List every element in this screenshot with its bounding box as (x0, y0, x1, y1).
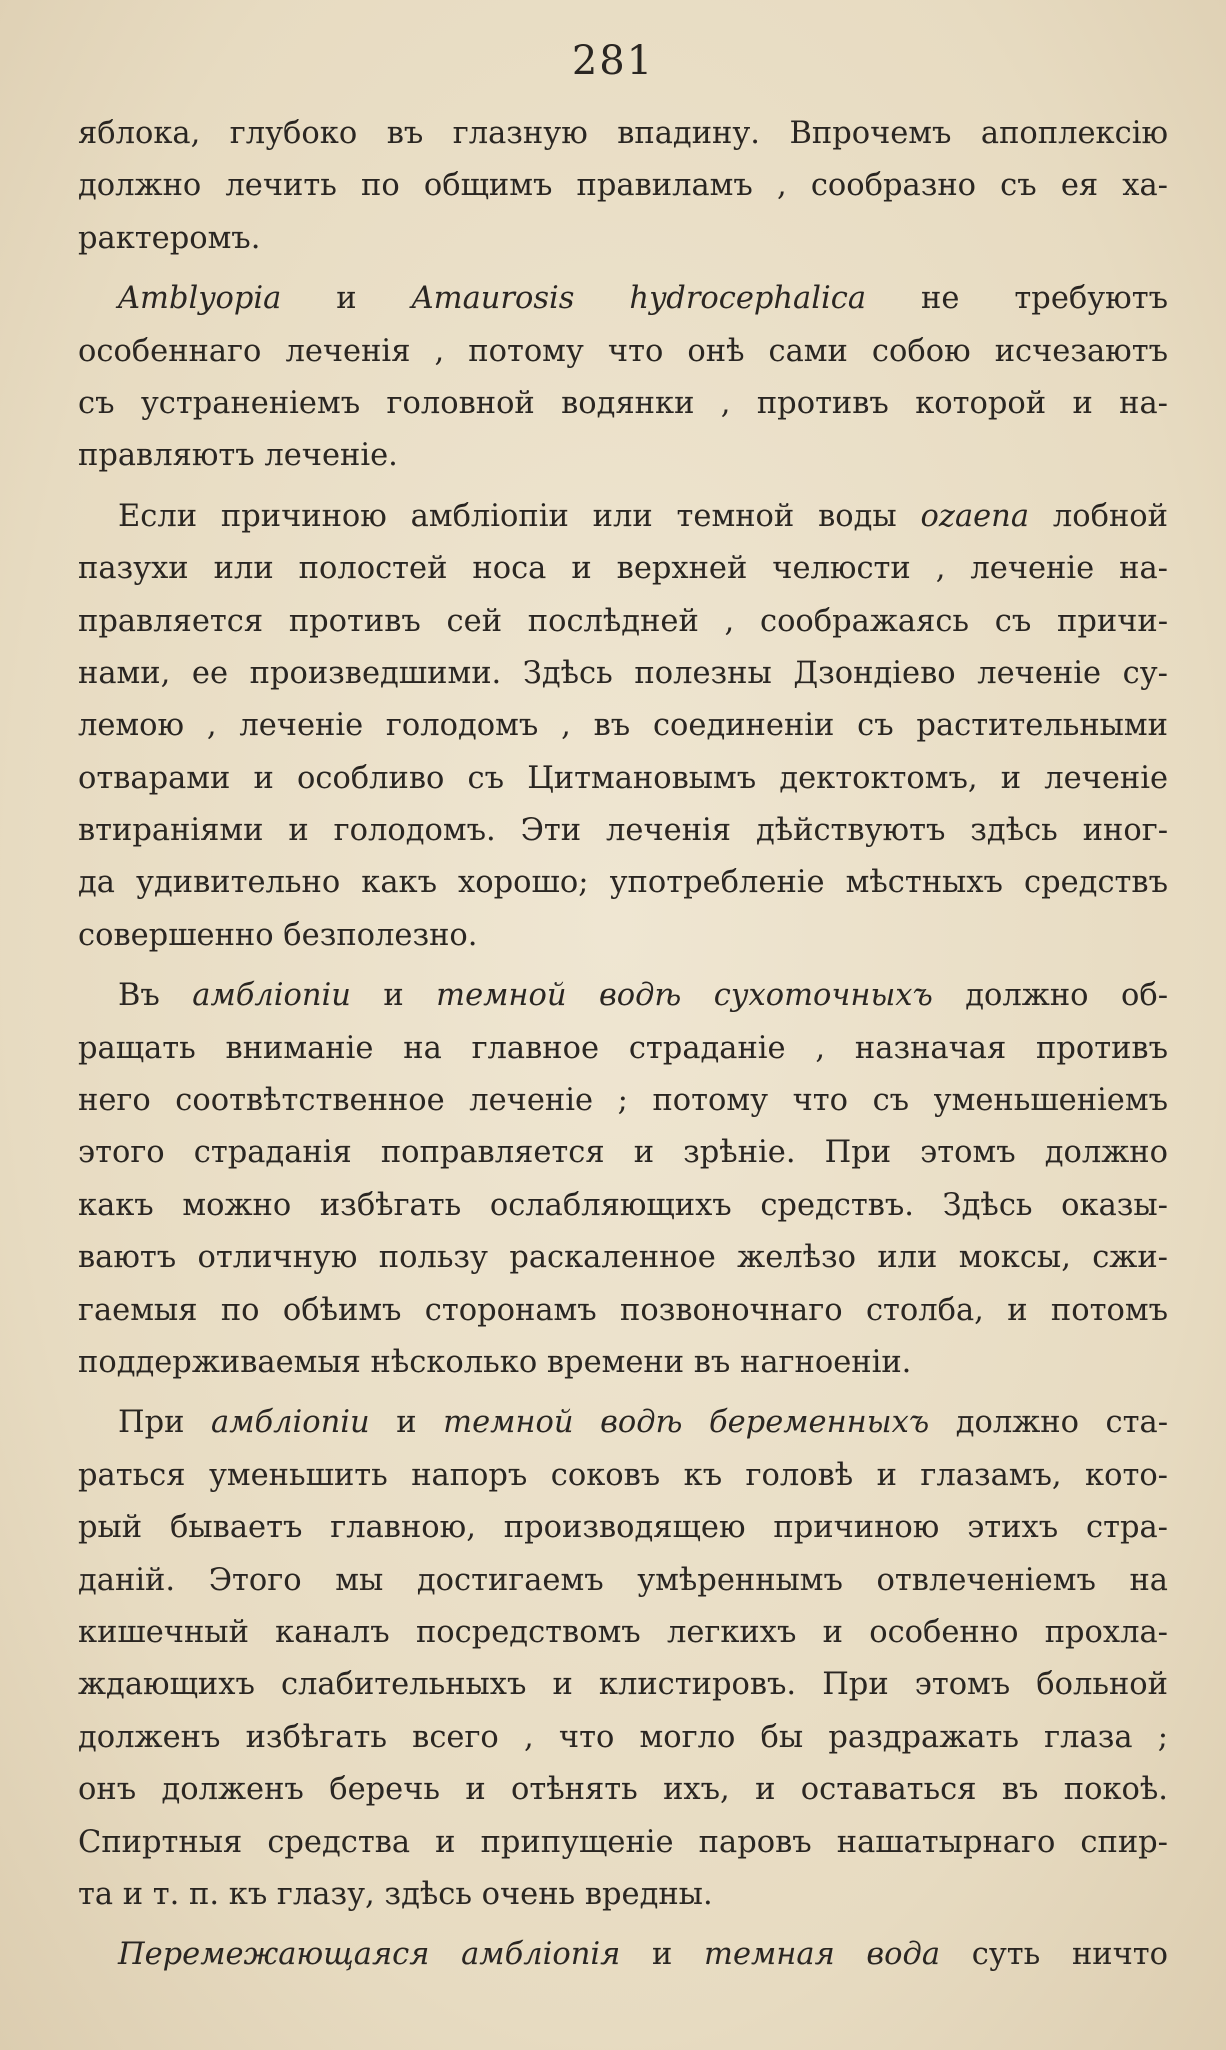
text-line (78, 1502, 1168, 1554)
text-line (78, 805, 1168, 857)
text-line (78, 910, 1168, 962)
text-line (78, 1023, 1168, 1075)
text-run: долженъ избѣгать всего , что могло бы раздражать глаза ; (78, 1719, 1168, 1755)
text-line (78, 1285, 1168, 1337)
paragraph-gap (78, 483, 1168, 491)
paragraph-gap (78, 265, 1168, 273)
text-run: лобной (1029, 498, 1168, 534)
italic-term: Amblyopia (118, 281, 282, 317)
text-line (78, 1555, 1168, 1607)
text-line (78, 700, 1168, 752)
text-run: должно ста- (929, 1405, 1169, 1441)
text-run: пазухи или полостей носа и верхней челюсти , леченіе на- (78, 551, 1168, 587)
text-run: рактеромъ. (78, 220, 261, 256)
text-run: втираніями и голодомъ. Эти леченія дѣйствуютъ здѣсь иног- (78, 813, 1168, 849)
italic-term: темной водѣ беременныхъ (443, 1405, 930, 1441)
text-line (78, 543, 1168, 595)
italic-term: темная вода (704, 1937, 941, 1973)
text-line (78, 1869, 1168, 1921)
text-line (78, 1337, 1168, 1389)
text-line (78, 1764, 1168, 1816)
paragraph-gap (78, 1921, 1168, 1929)
text-run: даній. Этого мы достигаемъ умѣреннымъ отвлеченіемъ на (78, 1562, 1168, 1598)
text-line (78, 648, 1168, 700)
text-run: правляютъ леченіе. (78, 438, 398, 474)
text-line (78, 1075, 1168, 1127)
text-run: и (369, 1405, 444, 1441)
text-line (78, 430, 1168, 482)
text-run: яблока, глубоко въ глазную впадину. Впрочемъ апоплексію (78, 116, 1168, 151)
text-run: и (350, 978, 437, 1014)
text-run: отварами и особливо съ Цитмановымъ дектоктомъ, и леченіе (78, 760, 1168, 796)
text-line (78, 596, 1168, 648)
text-line (78, 1712, 1168, 1764)
paragraph-gap (78, 962, 1168, 970)
text-run: ращать вниманіе на главное страданіе , назначая противъ (78, 1030, 1168, 1066)
text-run: и (281, 281, 412, 317)
text-run: раться уменьшить напоръ соковъ къ головѣ и глазамъ, кото- (78, 1457, 1168, 1493)
text-run: не требуютъ (866, 281, 1169, 317)
text-line (78, 491, 1168, 543)
text-run: рый бываетъ главною, производящею причиною этихъ стра- (78, 1510, 1168, 1546)
text-line (78, 213, 1168, 265)
text-run: Въ (118, 978, 193, 1014)
text-line (78, 1659, 1168, 1711)
text-run: должно лечить по общимъ правиламъ , сообразно съ ея ха- (78, 168, 1168, 204)
text-line (78, 970, 1168, 1022)
text-run: При (118, 1405, 212, 1441)
text-run: совершенно безполезно. (78, 917, 478, 953)
text-line (78, 378, 1168, 430)
text-run: съ устраненіемъ головной водянки , противъ которой и на- (78, 385, 1168, 421)
text-run: него соотвѣтственное леченіе ; потому что съ уменьшеніемъ (78, 1083, 1168, 1119)
italic-term: Amaurosis hydrocephalica (411, 281, 867, 317)
italic-term: амбліопіи (192, 978, 351, 1014)
text-line (78, 326, 1168, 378)
text-run: Спиртныя средства и припущеніе паровъ нашатырнаго спир- (78, 1824, 1168, 1860)
italic-term: амбліопіи (211, 1405, 370, 1441)
text-run: поддерживаемыя нѣсколько времени въ нагноеніи. (78, 1344, 912, 1380)
body-text (78, 108, 1168, 1982)
text-line (78, 1180, 1168, 1232)
text-run: да удивительно какъ хорошо; употребленіе мѣстныхъ средствъ (78, 865, 1168, 901)
text-line (78, 1450, 1168, 1502)
italic-term: темной водѣ сухоточныхъ (436, 978, 933, 1014)
text-line (78, 108, 1168, 160)
text-run: кишечный каналъ посредствомъ легкихъ и особенно прохла- (78, 1614, 1168, 1650)
text-line (78, 1929, 1168, 1981)
text-run: лемою , леченіе голодомъ , въ соединеніи съ растительными (78, 708, 1168, 744)
italic-term: Перемежающаяся амбліопія (118, 1937, 621, 1973)
text-run: суть ничто (940, 1937, 1168, 1973)
text-run: и (620, 1937, 705, 1973)
text-run: особеннаго леченія , потому что онѣ сами собою исчезаютъ (78, 333, 1168, 369)
text-line (78, 1127, 1168, 1179)
paragraph-gap (78, 1389, 1168, 1397)
italic-term: ozaena (920, 498, 1030, 534)
text-line (78, 1607, 1168, 1659)
text-run: ждающихъ слабительныхъ и клистировъ. При этомъ больной (78, 1667, 1168, 1703)
text-run: онъ долженъ беречь и отѣнять ихъ, и оставаться въ покоѣ. (78, 1772, 1168, 1808)
text-run: какъ можно избѣгать ослабляющихъ средствъ. Здѣсь оказы- (78, 1187, 1168, 1223)
text-line (78, 753, 1168, 805)
text-line (78, 857, 1168, 909)
text-line (78, 1232, 1168, 1284)
text-run: правляется противъ сей послѣдней , соображаясь съ причи- (78, 603, 1168, 639)
text-line (78, 1397, 1168, 1449)
text-line (78, 273, 1168, 325)
text-line (78, 1817, 1168, 1869)
page-number: 281 (571, 38, 655, 84)
text-run: та и т. п. къ глазу, здѣсь очень вредны. (78, 1876, 713, 1912)
text-run: ваютъ отличную пользу раскаленное желѣзо или моксы, сжи- (78, 1240, 1168, 1276)
text-run: должно об- (932, 978, 1168, 1014)
text-line (78, 160, 1168, 212)
text-run: нами, ее произведшими. Здѣсь полезны Дзондіево леченіе су- (78, 655, 1168, 691)
text-run: Если причиною амбліопіи или темной воды (118, 498, 921, 534)
text-run: гаемыя по обѣимъ сторонамъ позвоночнаго столба, и потомъ (78, 1292, 1168, 1328)
text-run: этого страданія поправляется и зрѣніе. При этомъ должно (78, 1135, 1168, 1171)
